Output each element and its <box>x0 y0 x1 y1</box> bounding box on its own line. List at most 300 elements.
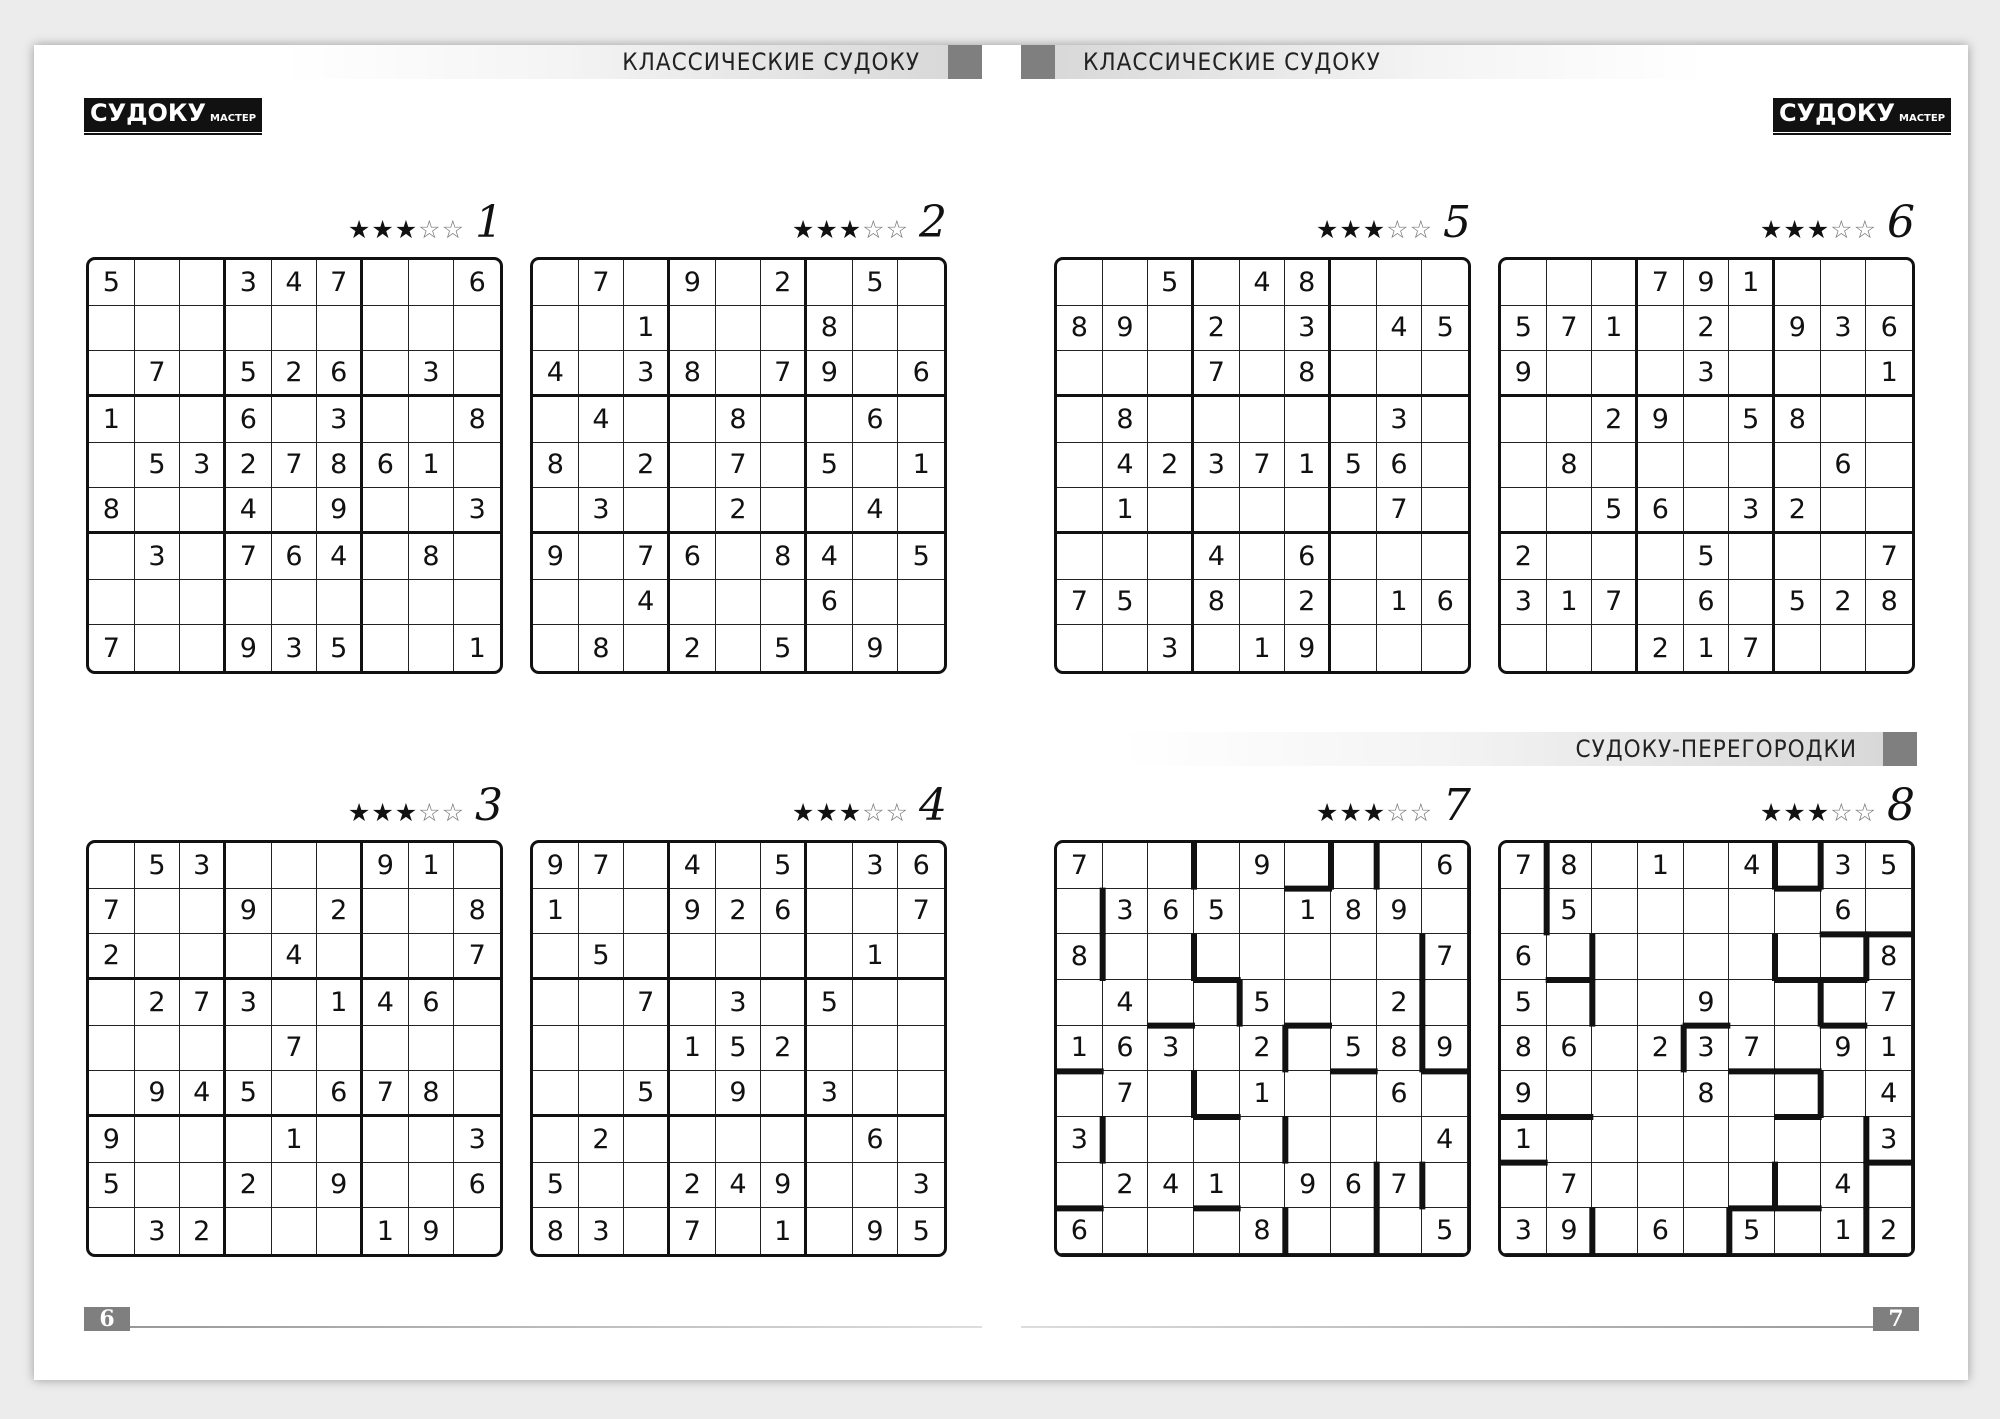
sudoku-cell[interactable]: 6 <box>1103 1026 1149 1072</box>
sudoku-cell[interactable]: 3 <box>1729 488 1775 534</box>
sudoku-cell[interactable]: 5 <box>1194 889 1240 935</box>
sudoku-cell[interactable] <box>853 1026 899 1072</box>
sudoku-cell[interactable] <box>272 306 318 352</box>
sudoku-cell[interactable]: 5 <box>898 534 944 580</box>
sudoku-cell[interactable] <box>1331 1117 1377 1163</box>
sudoku-cell[interactable]: 5 <box>761 843 807 889</box>
sudoku-cell[interactable]: 7 <box>1866 980 1912 1026</box>
sudoku-cell[interactable]: 8 <box>579 625 625 671</box>
sudoku-cell[interactable] <box>807 1026 853 1072</box>
sudoku-cell[interactable] <box>1821 625 1867 671</box>
sudoku-cell[interactable]: 5 <box>624 1071 670 1117</box>
sudoku-cell[interactable] <box>226 843 272 889</box>
sudoku-cell[interactable] <box>1638 1163 1684 1209</box>
sudoku-cell[interactable] <box>1331 843 1377 889</box>
sudoku-cell[interactable]: 4 <box>272 934 318 980</box>
sudoku-cell[interactable] <box>317 1208 363 1254</box>
sudoku-cell[interactable]: 5 <box>1501 306 1547 352</box>
sudoku-cell[interactable]: 8 <box>1103 397 1149 443</box>
sudoku-cell[interactable] <box>409 260 455 306</box>
sudoku-cell[interactable] <box>1285 1071 1331 1117</box>
sudoku-cell[interactable] <box>853 443 899 489</box>
sudoku-cell[interactable]: 8 <box>1547 843 1593 889</box>
sudoku-cell[interactable]: 1 <box>533 889 579 935</box>
sudoku-cell[interactable]: 2 <box>1684 306 1730 352</box>
sudoku-cell[interactable]: 9 <box>1285 625 1331 671</box>
sudoku-cell[interactable] <box>89 1208 135 1254</box>
sudoku-cell[interactable]: 7 <box>624 534 670 580</box>
sudoku-cell[interactable]: 8 <box>317 443 363 489</box>
sudoku-cell[interactable] <box>1547 351 1593 397</box>
sudoku-cell[interactable]: 3 <box>180 443 226 489</box>
sudoku-cell[interactable]: 3 <box>624 351 670 397</box>
sudoku-cell[interactable]: 9 <box>533 534 579 580</box>
sudoku-cell[interactable] <box>1285 843 1331 889</box>
sudoku-cell[interactable]: 1 <box>1547 580 1593 626</box>
sudoku-cell[interactable]: 7 <box>1194 351 1240 397</box>
sudoku-cell[interactable]: 7 <box>624 980 670 1026</box>
sudoku-cell[interactable] <box>1194 260 1240 306</box>
sudoku-cell[interactable]: 6 <box>807 580 853 626</box>
sudoku-cell[interactable]: 7 <box>579 843 625 889</box>
sudoku-cell[interactable] <box>1729 889 1775 935</box>
sudoku-cell[interactable]: 4 <box>1821 1163 1867 1209</box>
sudoku-cell[interactable] <box>807 260 853 306</box>
sudoku-cell[interactable] <box>89 580 135 626</box>
sudoku-cell[interactable]: 6 <box>1684 580 1730 626</box>
sudoku-cell[interactable] <box>1057 889 1103 935</box>
sudoku-cell[interactable] <box>579 1163 625 1209</box>
sudoku-cell[interactable] <box>135 1117 181 1163</box>
sudoku-cell[interactable] <box>1684 934 1730 980</box>
sudoku-cell[interactable] <box>1638 306 1684 352</box>
sudoku-cell[interactable] <box>533 488 579 534</box>
sudoku-cell[interactable] <box>1638 351 1684 397</box>
sudoku-cell[interactable]: 8 <box>409 534 455 580</box>
sudoku-cell[interactable]: 5 <box>1775 580 1821 626</box>
sudoku-cell[interactable] <box>1422 488 1468 534</box>
sudoku-cell[interactable] <box>272 1163 318 1209</box>
sudoku-cell[interactable] <box>1592 351 1638 397</box>
sudoku-cell[interactable] <box>1638 443 1684 489</box>
sudoku-cell[interactable]: 9 <box>1775 306 1821 352</box>
sudoku-cell[interactable]: 1 <box>1240 1071 1286 1117</box>
sudoku-cell[interactable] <box>363 306 409 352</box>
sudoku-cell[interactable] <box>226 306 272 352</box>
sudoku-cell[interactable]: 3 <box>898 1163 944 1209</box>
sudoku-cell[interactable]: 5 <box>1501 980 1547 1026</box>
sudoku-cell[interactable]: 4 <box>272 260 318 306</box>
sudoku-cell[interactable]: 7 <box>716 443 762 489</box>
sudoku-cell[interactable]: 6 <box>1377 443 1423 489</box>
sudoku-cell[interactable] <box>1729 980 1775 1026</box>
sudoku-cell[interactable] <box>1821 934 1867 980</box>
sudoku-cell[interactable] <box>409 1117 455 1163</box>
sudoku-cell[interactable]: 8 <box>1285 351 1331 397</box>
sudoku-cell[interactable] <box>272 397 318 443</box>
sudoku-cell[interactable] <box>363 934 409 980</box>
sudoku-cell[interactable] <box>1821 351 1867 397</box>
sudoku-cell[interactable]: 8 <box>1285 260 1331 306</box>
sudoku-cell[interactable] <box>807 397 853 443</box>
sudoku-cell[interactable] <box>579 1071 625 1117</box>
sudoku-cell[interactable] <box>1194 1117 1240 1163</box>
sudoku-cell[interactable]: 9 <box>89 1117 135 1163</box>
sudoku-cell[interactable] <box>898 397 944 443</box>
sudoku-cell[interactable]: 3 <box>1194 443 1240 489</box>
sudoku-cell[interactable] <box>1194 1208 1240 1254</box>
sudoku-cell[interactable] <box>579 580 625 626</box>
sudoku-cell[interactable] <box>409 1163 455 1209</box>
sudoku-cell[interactable] <box>1775 1163 1821 1209</box>
sudoku-cell[interactable] <box>409 934 455 980</box>
sudoku-cell[interactable] <box>1592 260 1638 306</box>
sudoku-cell[interactable]: 6 <box>853 1117 899 1163</box>
sudoku-cell[interactable]: 6 <box>1638 1208 1684 1254</box>
sudoku-cell[interactable]: 4 <box>1103 443 1149 489</box>
sudoku-cell[interactable]: 5 <box>1684 534 1730 580</box>
sudoku-cell[interactable] <box>1821 534 1867 580</box>
sudoku-cell[interactable]: 3 <box>579 1208 625 1254</box>
sudoku-cell[interactable]: 4 <box>1729 843 1775 889</box>
sudoku-cell[interactable]: 5 <box>579 934 625 980</box>
sudoku-cell[interactable] <box>1638 580 1684 626</box>
sudoku-cell[interactable] <box>1684 843 1730 889</box>
sudoku-cell[interactable] <box>272 843 318 889</box>
sudoku-cell[interactable]: 2 <box>716 889 762 935</box>
sudoku-cell[interactable] <box>853 889 899 935</box>
sudoku-cell[interactable] <box>1422 980 1468 1026</box>
sudoku-cell[interactable]: 2 <box>1638 625 1684 671</box>
sudoku-cell[interactable]: 8 <box>1775 397 1821 443</box>
sudoku-cell[interactable]: 4 <box>533 351 579 397</box>
sudoku-cell[interactable] <box>898 1071 944 1117</box>
sudoku-cell[interactable] <box>1684 1208 1730 1254</box>
sudoku-cell[interactable] <box>1866 443 1912 489</box>
sudoku-cell[interactable] <box>1501 443 1547 489</box>
sudoku-cell[interactable] <box>853 580 899 626</box>
sudoku-cell[interactable] <box>272 1208 318 1254</box>
sudoku-cell[interactable]: 9 <box>807 351 853 397</box>
sudoku-cell[interactable] <box>454 980 500 1026</box>
sudoku-cell[interactable] <box>1057 351 1103 397</box>
sudoku-cell[interactable]: 8 <box>716 397 762 443</box>
sudoku-cell[interactable]: 1 <box>317 980 363 1026</box>
sudoku-cell[interactable]: 4 <box>363 980 409 1026</box>
sudoku-cell[interactable] <box>579 443 625 489</box>
sudoku-cell[interactable] <box>853 306 899 352</box>
sudoku-cell[interactable]: 8 <box>1547 443 1593 489</box>
sudoku-cell[interactable] <box>363 534 409 580</box>
sudoku-cell[interactable] <box>761 443 807 489</box>
sudoku-cell[interactable] <box>1501 889 1547 935</box>
sudoku-cell[interactable] <box>898 260 944 306</box>
sudoku-cell[interactable]: 8 <box>761 534 807 580</box>
sudoku-cell[interactable]: 9 <box>1684 260 1730 306</box>
sudoku-cell[interactable]: 6 <box>272 534 318 580</box>
sudoku-cell[interactable] <box>1194 1071 1240 1117</box>
sudoku-cell[interactable] <box>180 889 226 935</box>
sudoku-cell[interactable]: 6 <box>317 351 363 397</box>
sudoku-cell[interactable]: 2 <box>624 443 670 489</box>
sudoku-cell[interactable]: 6 <box>1866 306 1912 352</box>
sudoku-cell[interactable] <box>807 1163 853 1209</box>
sudoku-cell[interactable] <box>363 397 409 443</box>
sudoku-cell[interactable]: 5 <box>807 980 853 1026</box>
sudoku-cell[interactable]: 7 <box>670 1208 716 1254</box>
sudoku-cell[interactable]: 1 <box>1103 488 1149 534</box>
sudoku-cell[interactable] <box>1729 306 1775 352</box>
sudoku-cell[interactable]: 7 <box>363 1071 409 1117</box>
sudoku-cell[interactable]: 9 <box>761 1163 807 1209</box>
sudoku-cell[interactable] <box>454 351 500 397</box>
sudoku-cell[interactable]: 7 <box>1057 580 1103 626</box>
sudoku-cell[interactable] <box>317 1026 363 1072</box>
sudoku-cell[interactable] <box>1684 397 1730 443</box>
sudoku-cell[interactable] <box>579 534 625 580</box>
sudoku-cell[interactable] <box>1821 260 1867 306</box>
sudoku-cell[interactable] <box>180 934 226 980</box>
sudoku-cell[interactable]: 3 <box>1866 1117 1912 1163</box>
sudoku-cell[interactable]: 5 <box>533 1163 579 1209</box>
sudoku-cell[interactable] <box>363 580 409 626</box>
sudoku-cell[interactable]: 9 <box>716 1071 762 1117</box>
sudoku-cell[interactable] <box>1148 1117 1194 1163</box>
sudoku-cell[interactable] <box>807 934 853 980</box>
sudoku-cell[interactable]: 1 <box>761 1208 807 1254</box>
sudoku-cell[interactable] <box>1422 1163 1468 1209</box>
sudoku-cell[interactable] <box>1148 980 1194 1026</box>
sudoku-cell[interactable]: 2 <box>1592 397 1638 443</box>
sudoku-cell[interactable] <box>1684 488 1730 534</box>
sudoku-cell[interactable] <box>1194 1026 1240 1072</box>
sudoku-cell[interactable] <box>363 1117 409 1163</box>
sudoku-cell[interactable] <box>533 625 579 671</box>
sudoku-cell[interactable] <box>363 625 409 671</box>
sudoku-cell[interactable] <box>1684 1117 1730 1163</box>
sudoku-cell[interactable] <box>1148 1208 1194 1254</box>
sudoku-cell[interactable] <box>317 934 363 980</box>
sudoku-cell[interactable] <box>180 1026 226 1072</box>
sudoku-cell[interactable] <box>1285 1208 1331 1254</box>
sudoku-cell[interactable]: 6 <box>853 397 899 443</box>
sudoku-cell[interactable] <box>1240 1117 1286 1163</box>
sudoku-cell[interactable]: 2 <box>579 1117 625 1163</box>
sudoku-cell[interactable]: 5 <box>716 1026 762 1072</box>
sudoku-cell[interactable] <box>409 397 455 443</box>
sudoku-cell[interactable]: 7 <box>898 889 944 935</box>
sudoku-cell[interactable]: 6 <box>898 351 944 397</box>
sudoku-cell[interactable] <box>135 625 181 671</box>
sudoku-cell[interactable] <box>1331 580 1377 626</box>
sudoku-cell[interactable]: 5 <box>1592 488 1638 534</box>
sudoku-cell[interactable]: 7 <box>1866 534 1912 580</box>
sudoku-cell[interactable] <box>454 306 500 352</box>
sudoku-cell[interactable] <box>807 889 853 935</box>
sudoku-cell[interactable]: 8 <box>1057 306 1103 352</box>
sudoku-cell[interactable] <box>317 843 363 889</box>
sudoku-cell[interactable]: 1 <box>1240 625 1286 671</box>
sudoku-cell[interactable]: 9 <box>1638 397 1684 443</box>
sudoku-cell[interactable] <box>1422 260 1468 306</box>
sudoku-cell[interactable] <box>761 1071 807 1117</box>
sudoku-cell[interactable] <box>1821 397 1867 443</box>
sudoku-cell[interactable]: 5 <box>226 351 272 397</box>
sudoku-cell[interactable] <box>533 397 579 443</box>
sudoku-cell[interactable]: 8 <box>1866 580 1912 626</box>
sudoku-cell[interactable] <box>1148 1071 1194 1117</box>
sudoku-cell[interactable] <box>716 625 762 671</box>
sudoku-cell[interactable] <box>1377 625 1423 671</box>
sudoku-cell[interactable] <box>533 580 579 626</box>
sudoku-cell[interactable]: 7 <box>89 625 135 671</box>
sudoku-cell[interactable]: 7 <box>579 260 625 306</box>
sudoku-cell[interactable]: 1 <box>1057 1026 1103 1072</box>
sudoku-cell[interactable] <box>716 351 762 397</box>
sudoku-cell[interactable] <box>1638 934 1684 980</box>
sudoku-cell[interactable] <box>853 534 899 580</box>
sudoku-cell[interactable] <box>1331 306 1377 352</box>
sudoku-cell[interactable] <box>1501 397 1547 443</box>
sudoku-cell[interactable] <box>1684 443 1730 489</box>
sudoku-cell[interactable] <box>761 1117 807 1163</box>
sudoku-cell[interactable]: 9 <box>1501 1071 1547 1117</box>
sudoku-cell[interactable]: 5 <box>317 625 363 671</box>
sudoku-cell[interactable]: 8 <box>533 1208 579 1254</box>
sudoku-cell[interactable]: 5 <box>1331 443 1377 489</box>
sudoku-cell[interactable]: 7 <box>454 934 500 980</box>
sudoku-cell[interactable] <box>1638 1117 1684 1163</box>
sudoku-cell[interactable] <box>1103 1117 1149 1163</box>
sudoku-cell[interactable]: 1 <box>1684 625 1730 671</box>
sudoku-cell[interactable] <box>180 534 226 580</box>
sudoku-cell[interactable] <box>1285 934 1331 980</box>
sudoku-cell[interactable]: 4 <box>853 488 899 534</box>
sudoku-cell[interactable] <box>807 488 853 534</box>
sudoku-cell[interactable]: 1 <box>853 934 899 980</box>
sudoku-cell[interactable] <box>853 1071 899 1117</box>
sudoku-cell[interactable] <box>761 580 807 626</box>
sudoku-cell[interactable] <box>317 306 363 352</box>
sudoku-cell[interactable]: 6 <box>454 260 500 306</box>
sudoku-cell[interactable]: 3 <box>317 397 363 443</box>
sudoku-cell[interactable] <box>670 306 716 352</box>
sudoku-cell[interactable] <box>1592 1026 1638 1072</box>
sudoku-cell[interactable]: 6 <box>409 980 455 1026</box>
sudoku-cell[interactable]: 1 <box>1729 260 1775 306</box>
sudoku-cell[interactable]: 2 <box>1240 1026 1286 1072</box>
sudoku-cell[interactable] <box>1331 1071 1377 1117</box>
sudoku-cell[interactable]: 1 <box>272 1117 318 1163</box>
sudoku-cell[interactable] <box>1547 534 1593 580</box>
sudoku-cell[interactable]: 6 <box>1638 488 1684 534</box>
sudoku-cell[interactable] <box>1866 488 1912 534</box>
sudoku-cell[interactable] <box>1775 534 1821 580</box>
sudoku-cell[interactable]: 4 <box>1377 306 1423 352</box>
sudoku-cell[interactable] <box>1729 351 1775 397</box>
sudoku-cell[interactable] <box>1103 934 1149 980</box>
sudoku-cell[interactable]: 3 <box>1684 351 1730 397</box>
sudoku-cell[interactable]: 9 <box>1821 1026 1867 1072</box>
sudoku-cell[interactable] <box>135 580 181 626</box>
sudoku-cell[interactable]: 8 <box>454 889 500 935</box>
sudoku-cell[interactable] <box>135 934 181 980</box>
sudoku-cell[interactable]: 3 <box>135 534 181 580</box>
sudoku-cell[interactable]: 1 <box>89 397 135 443</box>
sudoku-cell[interactable] <box>1148 488 1194 534</box>
sudoku-cell[interactable]: 3 <box>1148 625 1194 671</box>
sudoku-cell[interactable]: 5 <box>1547 889 1593 935</box>
sudoku-cell[interactable] <box>1592 443 1638 489</box>
sudoku-cell[interactable] <box>1866 1163 1912 1209</box>
sudoku-cell[interactable]: 4 <box>807 534 853 580</box>
sudoku-cell[interactable] <box>898 580 944 626</box>
sudoku-cell[interactable]: 5 <box>761 625 807 671</box>
sudoku-cell[interactable] <box>89 980 135 1026</box>
sudoku-cell[interactable] <box>898 1026 944 1072</box>
sudoku-cell[interactable] <box>454 534 500 580</box>
sudoku-cell[interactable]: 2 <box>135 980 181 1026</box>
sudoku-cell[interactable] <box>1377 934 1423 980</box>
sudoku-cell[interactable]: 2 <box>1775 488 1821 534</box>
sudoku-cell[interactable] <box>226 1026 272 1072</box>
sudoku-cell[interactable] <box>1821 488 1867 534</box>
sudoku-cell[interactable]: 2 <box>226 443 272 489</box>
sudoku-cell[interactable]: 1 <box>1866 351 1912 397</box>
sudoku-cell[interactable]: 2 <box>1377 980 1423 1026</box>
sudoku-cell[interactable] <box>670 488 716 534</box>
sudoku-cell[interactable] <box>1866 625 1912 671</box>
sudoku-cell[interactable] <box>135 306 181 352</box>
sudoku-cell[interactable]: 4 <box>624 580 670 626</box>
sudoku-cell[interactable]: 2 <box>89 934 135 980</box>
sudoku-cell[interactable] <box>135 889 181 935</box>
sudoku-cell[interactable]: 7 <box>1422 934 1468 980</box>
sudoku-cell[interactable] <box>853 980 899 1026</box>
sudoku-cell[interactable]: 1 <box>409 443 455 489</box>
sudoku-cell[interactable]: 2 <box>272 351 318 397</box>
sudoku-cell[interactable] <box>1592 1071 1638 1117</box>
sudoku-cell[interactable] <box>1547 625 1593 671</box>
sudoku-cell[interactable]: 5 <box>1422 1208 1468 1254</box>
sudoku-cell[interactable]: 6 <box>1377 1071 1423 1117</box>
sudoku-cell[interactable]: 7 <box>1547 1163 1593 1209</box>
sudoku-cell[interactable] <box>1821 980 1867 1026</box>
sudoku-cell[interactable] <box>409 488 455 534</box>
sudoku-cell[interactable] <box>1866 260 1912 306</box>
sudoku-cell[interactable]: 7 <box>1057 843 1103 889</box>
sudoku-cell[interactable]: 1 <box>898 443 944 489</box>
sudoku-cell[interactable] <box>1775 1117 1821 1163</box>
sudoku-cell[interactable]: 2 <box>670 1163 716 1209</box>
sudoku-cell[interactable]: 3 <box>807 1071 853 1117</box>
sudoku-cell[interactable]: 5 <box>853 260 899 306</box>
sudoku-cell[interactable]: 5 <box>89 1163 135 1209</box>
sudoku-cell[interactable] <box>1866 889 1912 935</box>
sudoku-cell[interactable] <box>317 1117 363 1163</box>
sudoku-cell[interactable]: 1 <box>1501 1117 1547 1163</box>
sudoku-cell[interactable] <box>1547 980 1593 1026</box>
sudoku-cell[interactable]: 7 <box>1729 625 1775 671</box>
sudoku-cell[interactable]: 8 <box>1057 934 1103 980</box>
sudoku-cell[interactable]: 8 <box>454 397 500 443</box>
sudoku-cell[interactable] <box>1194 934 1240 980</box>
sudoku-cell[interactable] <box>1331 934 1377 980</box>
sudoku-cell[interactable]: 3 <box>1148 1026 1194 1072</box>
sudoku-cell[interactable]: 7 <box>1377 488 1423 534</box>
sudoku-cell[interactable]: 2 <box>761 1026 807 1072</box>
sudoku-cell[interactable]: 2 <box>1285 580 1331 626</box>
